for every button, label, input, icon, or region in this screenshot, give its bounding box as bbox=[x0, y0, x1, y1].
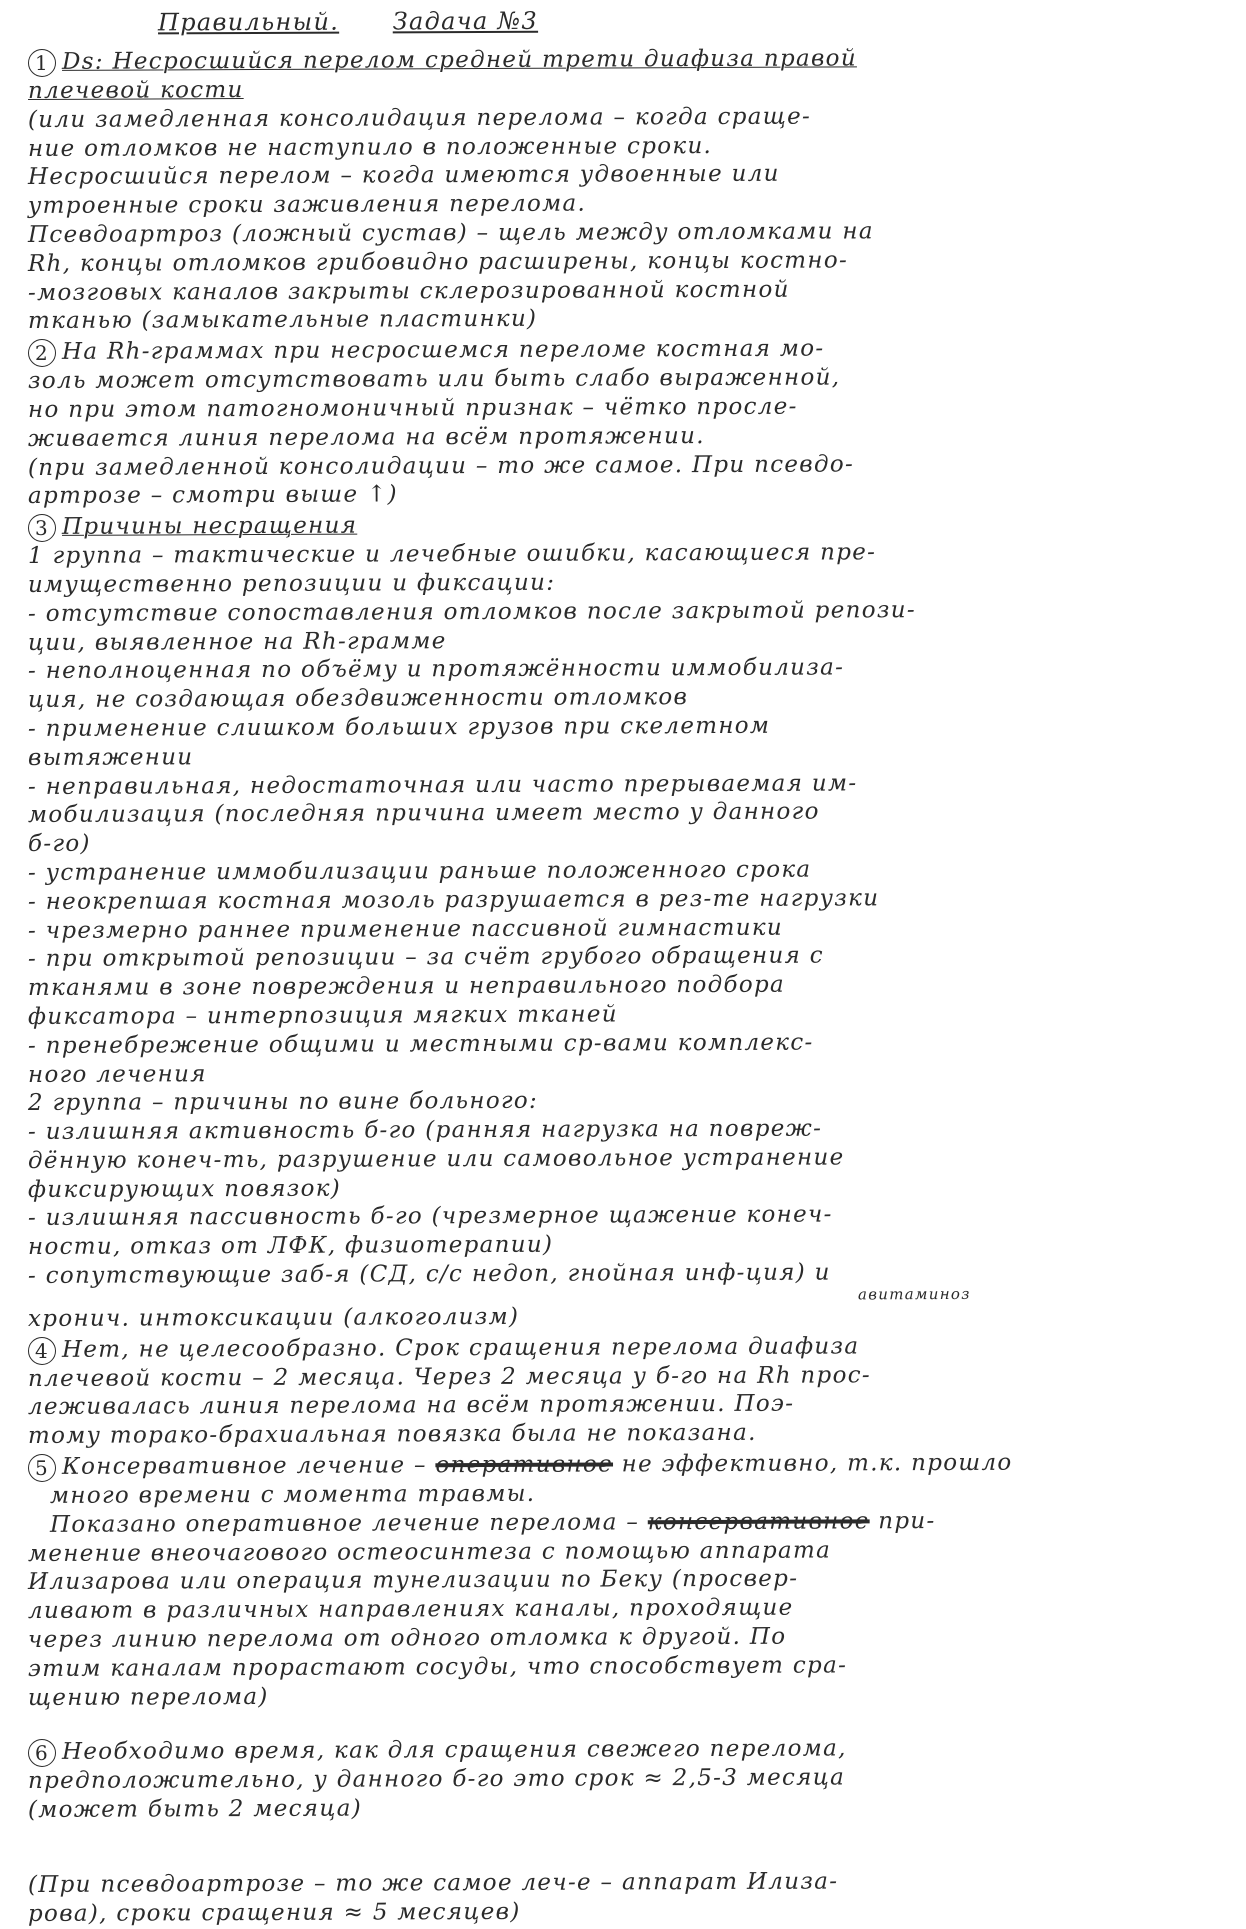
answer-line: Rh, концы отломков грибовидно расширены, концы костно- bbox=[27, 247, 849, 277]
answer-line: имущественно репозиции и фиксации: bbox=[27, 569, 556, 598]
answer-line: - отсутствие сопоставления отломков после закрытой репози- bbox=[27, 596, 916, 627]
answer-line: ция, не создающая обездвиженности отломков bbox=[27, 684, 689, 714]
answer-line: ции, выявленное на Rh-грамме bbox=[27, 627, 447, 656]
answer-number: 3 bbox=[28, 514, 56, 542]
answer-line: Несросшийся перелом – когда имеются удвоенные или bbox=[27, 161, 780, 191]
answer-line: Псевдоартроз (ложный сустав) – щель между отломками на bbox=[27, 218, 874, 248]
answer-line: тому торако-брахиальная повязка была не показана. bbox=[27, 1420, 757, 1450]
answer-line: 1 Ds: Несросшийся перелом средней трети диафиза правой bbox=[28, 43, 1206, 77]
answer-line: щению перелома) bbox=[27, 1683, 269, 1711]
answer-line: артрозе – смотри выше ↑) bbox=[27, 481, 398, 510]
answer-number: 4 bbox=[28, 1337, 56, 1365]
answer-line: через линию перелома от одного отломка к другой. По bbox=[27, 1623, 787, 1654]
answer-line: Показано оперативное лечение перелома – консервативное при- bbox=[49, 1507, 936, 1538]
answer-line: 3 Причины несращения bbox=[28, 508, 1206, 542]
answer-line: 1 группа – тактические и лечебные ошибки, касающиеся пре- bbox=[27, 539, 877, 570]
answer-line: ности, отказ от ЛФК, физиотерапии) bbox=[27, 1231, 554, 1261]
answer-number: 5 bbox=[28, 1454, 56, 1482]
answer-line: утроенные сроки заживления перелома. bbox=[27, 190, 587, 220]
answer-line: -мозговых каналов закрыты склерозированной костной bbox=[27, 276, 790, 306]
answer-line: - пренебрежение общими и местными ср-вами комплекс- bbox=[27, 1029, 814, 1059]
answer-line: но при этом патогномоничный признак – чётко просле- bbox=[27, 393, 798, 423]
answer-line: - чрезмерно раннее применение пассивной гимнастики bbox=[27, 914, 784, 944]
answer-line: плечевой кости – 2 месяца. Через 2 месяца у б-го на Rh прос- bbox=[27, 1361, 872, 1392]
answer-line: ливают в различных направлениях каналы, проходящие bbox=[27, 1594, 794, 1625]
answer-line: фиксирующих повязок) bbox=[27, 1175, 342, 1203]
answer-line: вытяжении bbox=[27, 744, 194, 771]
answer-line: тканями в зоне повреждения и неправильного подбора bbox=[27, 971, 786, 1002]
answer-5 bbox=[27, 1449, 1206, 1712]
answer-line: б-го) bbox=[27, 830, 91, 858]
answer-line: дённую конеч-ть, разрушение или самовольное устранение bbox=[27, 1144, 845, 1174]
answer-line: - излишняя активность б-го (ранняя нагрузка на повреж- bbox=[27, 1115, 823, 1146]
answer-line: 5 Консервативное лечение – оперативное не эффективно, т.к. прошло bbox=[28, 1448, 1206, 1482]
answer-4 bbox=[27, 1333, 1206, 1451]
answer-1 bbox=[27, 45, 1206, 336]
answer-line: - неокрепшая костная мозоль разрушается в рез-те нагрузки bbox=[27, 885, 880, 915]
answer-line: менение внеочагового остеосинтеза с помощью аппарата bbox=[27, 1537, 832, 1567]
answer-3 bbox=[28, 513, 1206, 1334]
answer-line: 2 На Rh-граммах при несросшемся переломе костная мо- bbox=[28, 333, 1206, 367]
answer-line: - сопутствующие заб-я (СД, с/с недоп, гнойная инф-ция) и bbox=[27, 1259, 831, 1290]
answer-line: живается линия перелома на всём протяжении. bbox=[27, 422, 705, 452]
answer-2 bbox=[27, 335, 1206, 511]
footer-line: (При псевдоартрозе – то же самое леч-е – аппарат Илиза- bbox=[27, 1868, 839, 1899]
answer-6 bbox=[27, 1735, 1206, 1825]
answer-line: этим каналам прорастают сосуды, что способствует сра- bbox=[27, 1652, 848, 1682]
answer-line: мобилизация (последняя причина имеет место у данного bbox=[27, 798, 820, 829]
answer-line: - при открытой репозиции – за счёт грубого обращения с bbox=[27, 942, 824, 973]
answer-number: 6 bbox=[28, 1739, 56, 1767]
answer-line: - устранение иммобилизации раньше положенного срока bbox=[27, 856, 812, 886]
answer-line: 2 группа – причины по вине больного: bbox=[27, 1088, 539, 1117]
answer-line: (может быть 2 месяца) bbox=[27, 1795, 363, 1824]
answer-line: фиксатора – интерпозиция мягких тканей bbox=[27, 1001, 618, 1030]
answer-line: - неполноценная по объёму и протяжённости иммобилиза- bbox=[27, 654, 845, 685]
answer-line: - излишняя пассивность б-го (чрезмерное щажение конеч- bbox=[27, 1201, 833, 1232]
answer-line: ного лечения bbox=[27, 1060, 207, 1088]
answer-line: тканью (замыкательные пластинки) bbox=[27, 306, 538, 335]
answer-line: ние отломков не наступило в положенные сроки. bbox=[27, 132, 713, 162]
answer-line: - неправильная, недостаточная или часто прерываемая им- bbox=[27, 769, 858, 800]
struck-word: оперативное bbox=[435, 1451, 614, 1479]
answer-line: леживалась линия перелома на всём протяжении. Поэ- bbox=[27, 1391, 795, 1421]
answer-number: 2 bbox=[28, 339, 56, 367]
struck-word: консервативное bbox=[647, 1508, 870, 1536]
answer-line: хронич. интоксикации (алкоголизм) bbox=[27, 1303, 520, 1332]
title-right: Задача №3 bbox=[392, 6, 539, 36]
footer-note bbox=[27, 1868, 1206, 1929]
answer-line: 6 Необходимо время, как для сращения свежего перелома, bbox=[28, 1733, 1206, 1767]
insertion-note: авитаминоз bbox=[857, 1284, 971, 1304]
answer-line: плечевой кости bbox=[27, 77, 244, 104]
answer-line: (или замедленная консолидация перелома – когда сраще- bbox=[27, 103, 812, 133]
answer-line: предположительно, у данного б-го это срок ≈ 2,5-3 месяца bbox=[27, 1764, 846, 1795]
answer-line: 4 Нет, не целесообразно. Срок сращения перелома диафиза bbox=[28, 1331, 1206, 1365]
answer-number: 1 bbox=[28, 49, 56, 77]
page-title bbox=[28, 1, 1206, 40]
answer-line: золь может отсутствовать или быть слабо выраженной, bbox=[27, 364, 841, 395]
title-left: Правильный. bbox=[157, 7, 340, 37]
answer-line: много времени с момента травмы. bbox=[49, 1480, 536, 1509]
answer-line: - применение слишком больших грузов при скелетном bbox=[27, 712, 771, 742]
footer-line: рова), сроки сращения ≈ 5 месяцев) bbox=[27, 1898, 521, 1927]
answer-line: (при замедленной консолидации – то же самое. При псевдо- bbox=[27, 450, 855, 481]
answer-line: Илизарова или операция тунелизации по Беку (просвер- bbox=[27, 1566, 799, 1596]
